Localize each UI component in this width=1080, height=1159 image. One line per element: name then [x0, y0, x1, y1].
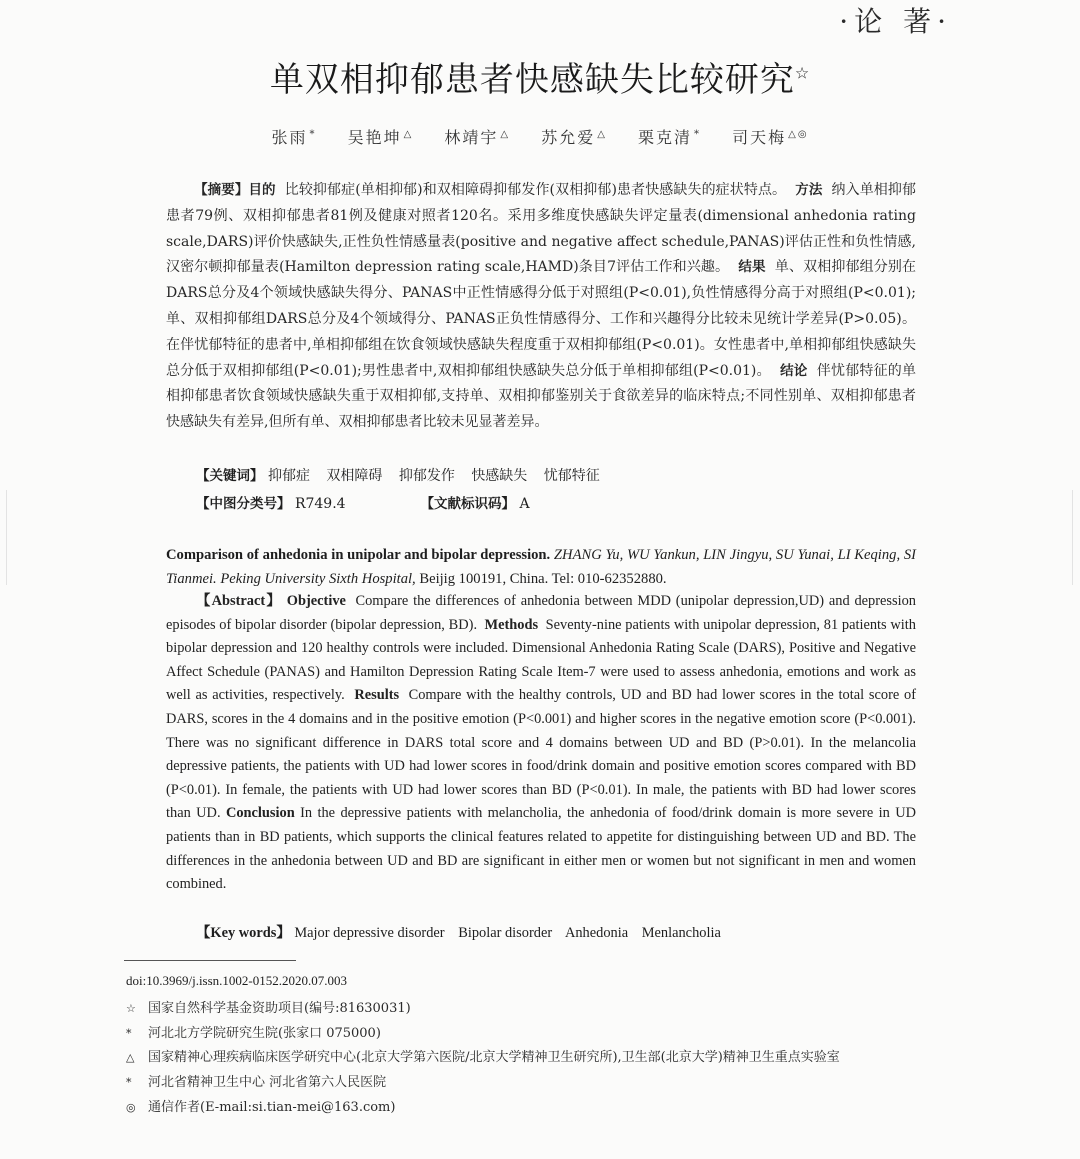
footnote-rule: [124, 960, 296, 961]
en-conclusion-label: Conclusion: [225, 805, 295, 822]
footnote-mark: ◎: [126, 1101, 136, 1114]
doi: doi:10.3969/j.issn.1002-0152.2020.07.003: [126, 973, 348, 988]
footnote-text: 国家精神心理疾病临床医学研究中心(北京大学第六医院/北京大学精神卫生研究所),卫生部(北京大学)精神卫生重点实验室: [148, 1050, 840, 1065]
en-conclusion-text: In the depressive patients with melancholia, the anhedonia of food/drink domain is more severe in UD patients than in BD patients, which supports the clinical features related to appetite for distinguishing between UD and BD. The differences in the anhedonia between UD and BD are significant in either men or women but not significant in men and women combined.: [166, 805, 916, 893]
en-results-text: Compare with the healthy controls, UD and BD had lower scores in the total score of DARS, scores in the 4 domains and in the positive emotion (P<0.001) and higher scores in the negative emotion score (P<0.001). There was no significant difference in DARS total score and 4 domains between UD and BD (P>0.01). In the melancolia depressive patients, the patients with UD had lower scores in food/drink domain and positive emotion scores compared with BD (P<0.01). In female, the patients with UD had lower scores than BD (P<0.01). In male, the patients with BD had lower scores than UD.: [166, 687, 916, 822]
footnote-text: 通信作者(E-mail:si.tian-mei@163.com): [148, 1100, 396, 1115]
footnote: [126, 1046, 840, 1065]
keyword: 忧郁特征: [543, 468, 600, 484]
author-list: [0, 125, 1080, 148]
keyword: 快感缺失: [471, 468, 528, 484]
english-authors: ZHANG Yu, WU Yankun, LIN Jingyu, SU Yunai, LI Keqing, SI Tianmei.: [166, 547, 916, 587]
author-name: 张雨: [271, 128, 308, 147]
author: [444, 128, 510, 147]
clc-label: 【中图分类号】: [196, 496, 291, 512]
en-abstract-label: 【Abstract】: [194, 593, 282, 609]
footnote: [126, 1096, 395, 1115]
author: [271, 128, 316, 147]
author: [638, 128, 701, 147]
author-mark: △: [500, 128, 511, 140]
page-edge-shadow-left: [6, 490, 7, 585]
footnote-text: 河北北方学院研究生院(张家口 075000): [148, 1026, 381, 1041]
author-mark: *: [694, 128, 702, 140]
en-keyword: Major depressive disorder: [294, 925, 445, 941]
author-name: 吴艳坤: [347, 128, 402, 147]
page-edge-shadow-right: [1072, 490, 1073, 585]
conclusion-label: 结论: [780, 362, 808, 379]
footnote: [126, 1022, 381, 1041]
keyword: 双相障碍: [326, 468, 383, 484]
author-name: 苏允爱: [541, 128, 596, 147]
classification-row: [196, 492, 530, 512]
english-title: Comparison of anhedonia in unipolar and bipolar depression.: [166, 547, 551, 563]
keyword: 抑郁症: [267, 468, 310, 484]
doc-code-value: A: [519, 496, 530, 512]
footnote-mark: △: [126, 1051, 135, 1064]
en-keyword: Menlancholia: [641, 925, 721, 941]
title-text: 单双相抑郁患者快感缺失比较研究: [269, 60, 795, 100]
en-methods-text: Seventy-nine patients with unipolar depression, 81 patients with bipolar depression and 120 healthy controls were included. Dimensional Anhedonia Rating Scale (DARS), Positive and Negative Affect Schedule (PANAS) and Hamilton Depression Rating Scale Item-7 were used to assess anhedonia, emotions and work as well as activities, respectively.: [166, 616, 916, 704]
en-keywords-label: 【Key words】: [196, 925, 291, 941]
footnote-mark: ☆: [126, 1002, 136, 1015]
author: [348, 128, 414, 147]
footnote: [126, 1071, 386, 1090]
title-fund-mark: ☆: [794, 63, 811, 83]
results-text: 单、双相抑郁组分别在DARS总分及4个领域快感缺失得分、PANAS中正性情感得分低于对照组(P<0.01),负性情感得分高于对照组(P<0.01);单、双相抑郁组DARS总分及4个领域得分、PANAS正负性情感得分、工作和兴趣得分比较未见统计学差异(P>0.05)。在伴忧郁特征的患者中,单相抑郁组在饮食领域快感缺失程度重于双相抑郁组(P<0.01)。女性患者中,单相抑郁组快感缺失总分低于双相抑郁组(P<0.01);男性患者中,双相抑郁组快感缺失总分低于单相抑郁组(P<0.01)。: [166, 259, 917, 379]
author-name: 林靖宇: [444, 128, 499, 147]
conclusion-text: 伴忧郁特征的单相抑郁患者饮食领域快感缺失重于双相抑郁,支持单、双相抑郁鉴别关于食欲差异的临床特点;不同性别单、双相抑郁患者快感缺失有差异,但所有单、双相抑郁患者比较未见显著差异。: [166, 362, 916, 431]
keywords-label: 【关键词】: [196, 468, 264, 484]
objective-label: 目的: [248, 182, 276, 198]
english-keywords: [196, 921, 731, 942]
en-results-label: Results: [354, 687, 400, 704]
en-keyword: Bipolar disorder: [458, 925, 553, 941]
author-name: 司天梅: [732, 128, 787, 147]
abstract-label: 【摘要】: [194, 182, 249, 198]
author-mark: △: [403, 128, 414, 140]
footnote-mark: *: [126, 1076, 132, 1089]
en-objective-label: Objective: [286, 593, 346, 609]
paper-title: [0, 52, 1080, 101]
en-keyword: Anhedonia: [564, 925, 629, 941]
author-mark: △: [597, 128, 607, 140]
english-abstract: [166, 590, 916, 897]
methods-label: 方法: [795, 182, 823, 198]
author-mark: *: [309, 128, 317, 140]
english-affiliation: Peking University Sixth Hospital,: [220, 570, 416, 587]
footnote-text: 河北省精神卫生中心 河北省第六人民医院: [148, 1075, 387, 1090]
english-header: [166, 544, 916, 591]
results-label: 结果: [738, 259, 766, 276]
english-address: Beijig 100191, China. Tel: 010-62352880.: [419, 570, 667, 587]
en-objective-text: Compare the differences of anhedonia between MDD (unipolar depression,UD) and depression episodes of bipolar disorder (bipolar depression, BD).: [166, 593, 916, 633]
footnote-mark: *: [126, 1027, 132, 1040]
author: [732, 128, 808, 147]
section-label: ·论 著·: [839, 5, 952, 38]
doc-code-label: 【文献标识码】: [420, 496, 515, 512]
objective-text: 比较抑郁症(单相抑郁)和双相障碍抑郁发作(双相抑郁)患者快感缺失的症状特点。: [284, 182, 787, 198]
footnote: [126, 997, 411, 1016]
en-methods-label: Methods: [484, 616, 539, 633]
clc-value: R749.4: [294, 496, 346, 512]
footnote-text: 国家自然科学基金资助项目(编号:81630031): [148, 1001, 411, 1016]
chinese-keywords: [196, 464, 612, 485]
methods-text: 纳入单相抑郁患者79例、双相抑郁患者81例及健康对照者120名。采用多维度快感缺失评定量表(dimensional anhedonia rating scale,DARS)评价快感缺失,正性负性情感量表(positive and negative affect schedule,PANAS)评估正性和负性情感,汉密尔顿抑郁量表(Hamilton depression rating scale,HAMD)条目7评估工作和兴趣。: [166, 182, 916, 276]
author: [541, 128, 607, 147]
keyword: 抑郁发作: [398, 468, 455, 484]
author-mark: △◎: [788, 128, 809, 140]
chinese-abstract: [166, 178, 916, 436]
author-name: 栗克清: [638, 128, 693, 147]
